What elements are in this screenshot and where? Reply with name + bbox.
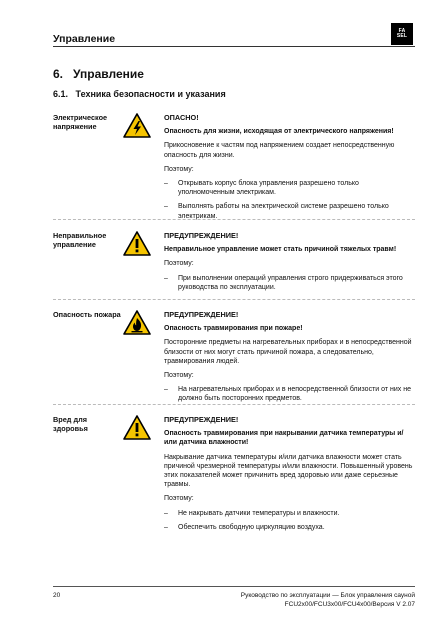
list-item: – На нагревательных приборах и в непосредственной близости от них не должно быть посторонних предметов.: [164, 385, 414, 403]
chapter-title: Управление: [73, 67, 144, 81]
signal-word: ПРЕДУПРЕЖДЕНИЕ!: [164, 415, 239, 424]
warning-title: Опасность травмирования при накрывании датчика температуры и/или датчика влажности!: [164, 430, 404, 447]
fire-hazard-icon: [123, 310, 151, 335]
footer-line-2: FCU2x00/FCU3x00/FCU4x00/Версия V 2.07: [284, 600, 415, 608]
list-item-text: Не накрывать датчики температуры и влажности.: [178, 509, 340, 517]
list-item-text: На нагревательных приборах и в непосредственной близости от них не должно быть посторонних предметов.: [178, 386, 411, 403]
warning-title: Опасность для жизни, исходящая от электрического напряжения!: [164, 128, 394, 136]
section-number: 6.1.: [53, 89, 69, 99]
block-label: Опасность пожара: [53, 310, 121, 319]
general-warning-icon: [123, 231, 151, 256]
header-title: Управление: [53, 33, 116, 45]
section-heading: [53, 89, 226, 99]
warning-description: Посторонние предметы на нагревательных приборах и в непосредственной близости от них могут стать причиной пожара, а следовательно, травмирования людей.: [164, 339, 412, 365]
section-title: Техника безопасности и указания: [75, 89, 226, 99]
warning-description: Прикосновение к частям под напряжением создает непосредственную опасность для жизни.: [164, 142, 395, 159]
signal-word: ПРЕДУПРЕЖДЕНИЕ!: [164, 231, 239, 240]
list-item: – Выполнять работы на электрической системе разрешено только электрикам.: [164, 202, 414, 220]
footer-line-1: Руководство по эксплуатации — Блок управления сауной: [240, 592, 415, 599]
chapter-heading: [53, 67, 144, 81]
chapter-number: 6.: [53, 67, 64, 81]
block-separator: [53, 219, 415, 220]
warning-description: Накрывание датчика температуры и/или датчика влажности может стать причиной чрезмерной температуры и/или влажности. Повышенный уровень этих показателей может причинить вред здоровью или даже серьезные травмы.: [164, 453, 413, 489]
block-label: Электрическое напряжение: [53, 113, 108, 131]
lead-text: Поэтому:: [164, 165, 194, 173]
page-number: 20: [53, 592, 61, 599]
signal-word: ОПАСНО!: [164, 113, 199, 122]
list-item-text: Открывать корпус блока управления разрешено только уполномоченным электрикам.: [178, 180, 359, 197]
general-warning-icon: [123, 415, 151, 440]
list-item-text: Обеспечить свободную циркуляцию воздуха.: [178, 523, 325, 531]
lead-text: Поэтому:: [164, 372, 194, 380]
lead-text: Поэтому:: [164, 260, 194, 268]
warning-title: Неправильное управление может стать причиной тяжелых травм!: [164, 246, 397, 254]
block-separator: [53, 404, 415, 405]
electric-hazard-icon: [123, 113, 151, 138]
footer-text: [241, 592, 415, 609]
block-separator: [53, 299, 415, 300]
lead-text: Поэтому:: [164, 495, 194, 503]
list-item-text: При выполнении операций управления строго придерживаться этого руководства по эксплуатации.: [178, 274, 403, 291]
logo-line-2: SEL: [396, 33, 408, 39]
fasel-logo: [391, 23, 413, 45]
list-item: – Обеспечить свободную циркуляцию воздуха.: [164, 523, 414, 532]
block-label: Неправильное управление: [53, 231, 107, 249]
list-item: – Открывать корпус блока управления разрешено только уполномоченным электрикам.: [164, 179, 414, 197]
header-rule: [53, 46, 415, 47]
block-label: Вред для здоровья: [53, 415, 88, 433]
list-item-text: Выполнять работы на электрической системе разрешено только электрикам.: [178, 203, 389, 220]
list-item: – При выполнении операций управления строго придерживаться этого руководства по эксплуатации.: [164, 274, 414, 292]
footer-rule: [53, 586, 415, 587]
list-item: – Не накрывать датчики температуры и влажности.: [164, 509, 414, 518]
logo-line-1: FA: [398, 28, 406, 34]
warning-title: Опасность травмирования при пожаре!: [164, 325, 303, 333]
signal-word: ПРЕДУПРЕЖДЕНИЕ!: [164, 310, 239, 319]
